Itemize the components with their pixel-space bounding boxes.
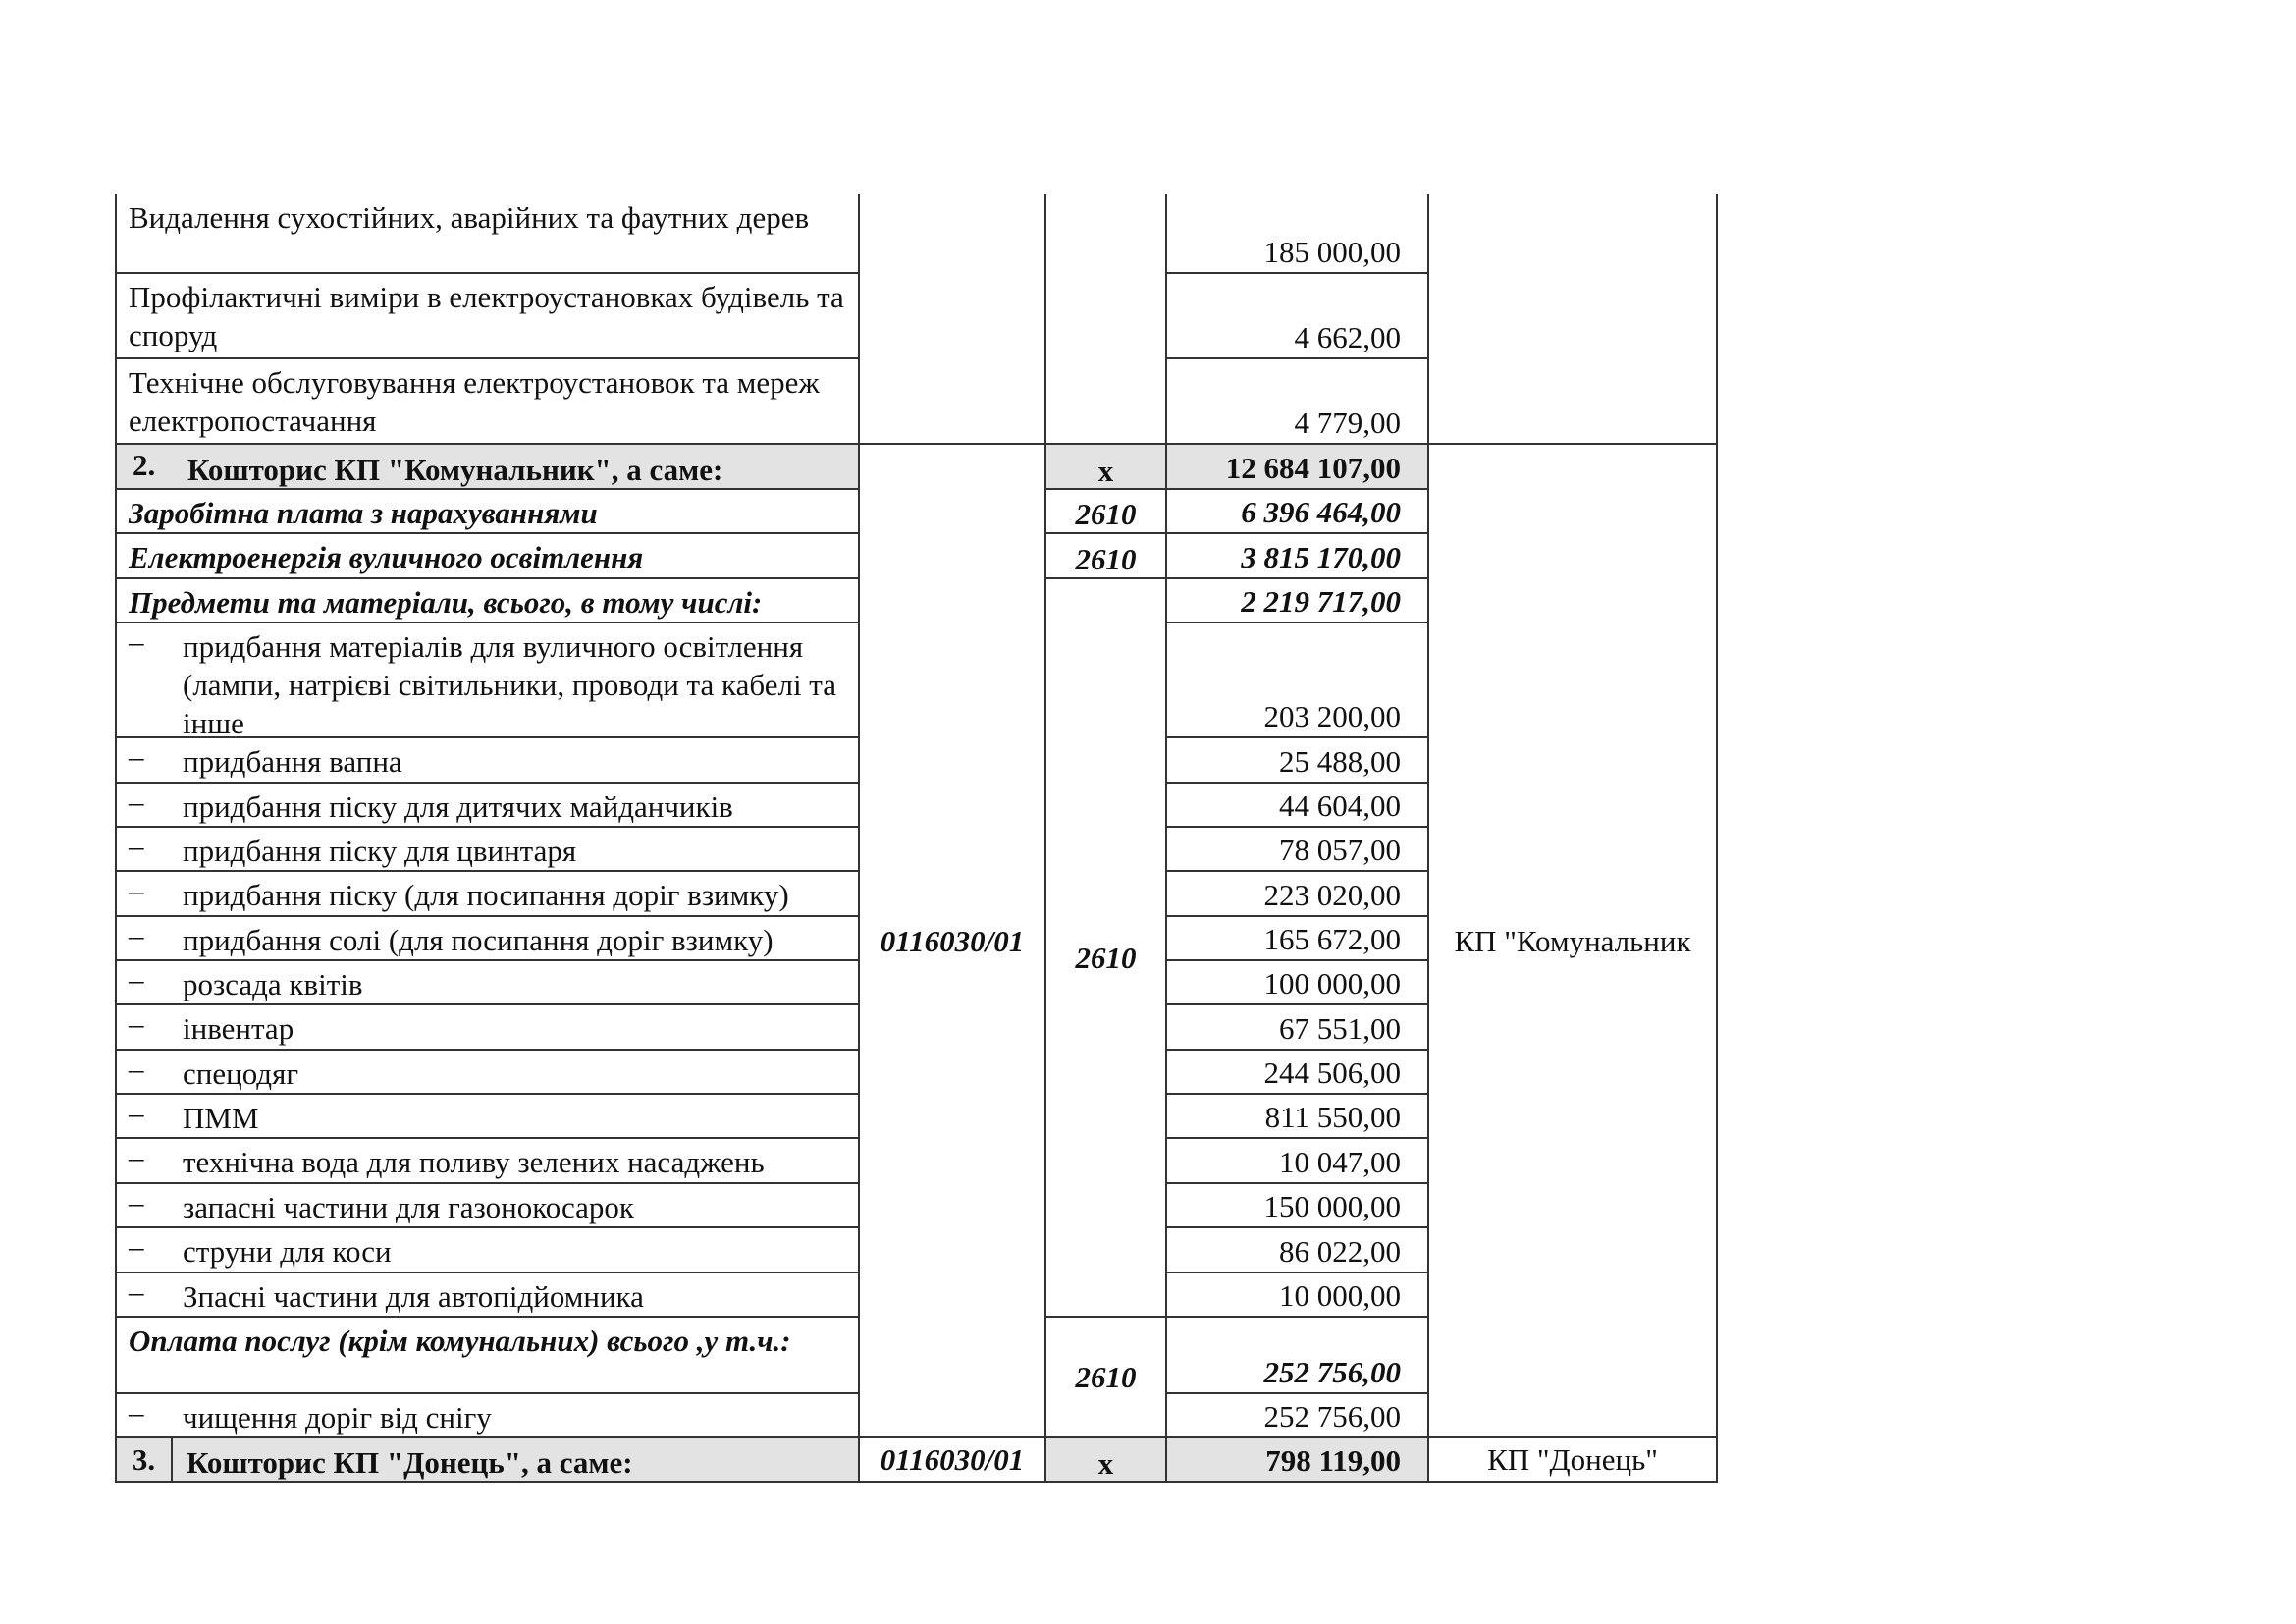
kekv-column-cell	[1044, 194, 1165, 443]
list-item-amount: 150 000,00	[1263, 1189, 1401, 1223]
kekv-code: 2610	[1075, 940, 1137, 975]
list-item-text: придбання вапна	[183, 744, 402, 779]
list-item-text: придбання солі (для посипання доріг взимку)	[183, 923, 774, 957]
list-item-amount-cell	[1165, 1272, 1427, 1316]
dash-bullet: –	[129, 739, 144, 774]
list-item-text: технічна вода для поливу зелених насаджень	[183, 1145, 765, 1179]
section-2-header-cell	[115, 443, 858, 488]
dash-bullet: –	[129, 1274, 144, 1309]
list-item-text: запасні частини для газонокосарок	[183, 1190, 634, 1224]
list-item-amount-cell	[1165, 622, 1427, 736]
executor-column-cell	[1427, 194, 1716, 443]
table-bottom-border	[115, 1481, 1718, 1483]
list-item-amount: 10 047,00	[1279, 1145, 1401, 1179]
list-item	[115, 1049, 858, 1093]
list-item-amount-cell	[1165, 959, 1427, 1003]
electricity-row-kekv-cell	[1044, 532, 1165, 577]
list-item-amount-cell	[1165, 1182, 1427, 1226]
materials-row-amount: 2 219 717,00	[1241, 584, 1401, 619]
list-item-amount: 44 604,00	[1279, 788, 1401, 823]
item-description-cell	[115, 272, 858, 357]
list-item	[115, 1093, 858, 1137]
service-item-amount-cell	[1165, 1392, 1427, 1436]
section-3-amount-cell	[1165, 1436, 1427, 1481]
section-amount: 12 684 107,00	[1225, 451, 1401, 485]
dash-bullet: –	[129, 918, 144, 952]
dash-bullet: –	[129, 1140, 144, 1174]
dash-bullet: –	[129, 873, 144, 907]
salary-row-label: Заробітна плата з нарахуваннями	[129, 496, 598, 530]
list-item-amount: 811 550,00	[1264, 1100, 1401, 1134]
section-title: Кошторис КП "Донець", а саме:	[187, 1445, 633, 1480]
list-item-amount: 25 488,00	[1279, 744, 1401, 779]
dash-bullet: –	[129, 1229, 144, 1264]
materials-row-label: Предмети та матеріали, всього, в тому числі:	[129, 585, 763, 620]
list-item-amount-cell	[1165, 1049, 1427, 1093]
list-item-amount: 86 022,00	[1279, 1234, 1401, 1269]
list-item-amount: 78 057,00	[1279, 833, 1401, 867]
list-item-amount: 100 000,00	[1263, 966, 1401, 1001]
salary-row-kekv: 2610	[1075, 497, 1137, 531]
section-3-title-cell	[171, 1436, 858, 1481]
services-row-label: Оплата послуг (крім комунальних) всього ,у т.ч.:	[129, 1324, 791, 1358]
list-item-text: спецодяг	[183, 1056, 299, 1091]
dash-bullet: –	[129, 624, 144, 659]
electricity-row-kekv: 2610	[1075, 541, 1137, 576]
list-item-text: придбання піску для дитячих майданчиків	[183, 789, 733, 824]
service-item-text: чищення доріг від снігу	[183, 1400, 492, 1435]
list-item-amount: 223 020,00	[1263, 878, 1401, 912]
list-item-amount-cell	[1165, 782, 1427, 826]
salary-row-amount-cell	[1165, 488, 1427, 532]
list-item	[115, 736, 858, 782]
list-item-amount: 165 672,00	[1263, 922, 1401, 956]
electricity-row-label-cell	[115, 532, 858, 577]
section-2-kekv-group-cell	[1044, 577, 1165, 1316]
list-item	[115, 1272, 858, 1316]
list-item-text: інвентар	[183, 1011, 294, 1046]
item-description: Профілактичні виміри в електроустановках будівель та споруд	[129, 280, 844, 352]
list-item-amount-cell	[1165, 1226, 1427, 1272]
list-item	[115, 1182, 858, 1226]
list-item-amount-cell	[1165, 870, 1427, 915]
section-kekv: х	[1097, 453, 1114, 488]
item-amount: 4 662,00	[1294, 320, 1401, 354]
salary-row-label-cell	[115, 488, 858, 532]
section-2-amount-cell	[1165, 443, 1427, 488]
list-item-amount-cell	[1165, 826, 1427, 870]
list-item-amount: 67 551,00	[1279, 1011, 1401, 1046]
section-number: 3.	[132, 1442, 156, 1477]
list-item-amount-cell	[1165, 736, 1427, 782]
program-code: 0116030/01	[880, 923, 1025, 958]
item-description: Технічне обслуговування електроустановок та мереж електропостачання	[129, 365, 820, 438]
list-item-amount: 10 000,00	[1279, 1278, 1401, 1313]
list-item	[115, 1137, 858, 1182]
service-item-amount: 252 756,00	[1263, 1399, 1401, 1434]
executor-name: КП "Комунальник	[1454, 923, 1691, 958]
item-amount: 4 779,00	[1294, 406, 1401, 440]
section-kekv: х	[1097, 1446, 1114, 1481]
dash-bullet: –	[129, 829, 144, 863]
services-row-amount: 252 756,00	[1263, 1355, 1401, 1389]
list-item	[115, 959, 858, 1003]
dash-bullet: –	[129, 1185, 144, 1219]
list-item-text: придбання піску (для посипання доріг взимку)	[183, 878, 789, 912]
list-item-amount-cell	[1165, 1137, 1427, 1182]
list-item-text: придбання матеріалів для вуличного освітлення (лампи, натрієві світильники, проводи та кабелі та інше	[183, 629, 836, 740]
services-row-amount-cell	[1165, 1316, 1427, 1392]
list-item	[115, 1226, 858, 1272]
list-item	[115, 782, 858, 826]
item-amount-cell	[1165, 194, 1427, 272]
list-item-amount-cell	[1165, 1003, 1427, 1049]
list-item-amount: 244 506,00	[1263, 1056, 1401, 1090]
section-3-number-cell	[115, 1436, 171, 1481]
salary-row-amount: 6 396 464,00	[1241, 495, 1401, 529]
dash-bullet: –	[129, 785, 144, 819]
list-item-text: струни для коси	[183, 1234, 392, 1269]
section-3-kekv-cell	[1044, 1436, 1165, 1481]
dash-bullet: –	[129, 1006, 144, 1041]
materials-row-amount-cell	[1165, 577, 1427, 622]
services-kekv: 2610	[1075, 1360, 1137, 1394]
list-item-text: розсада квітів	[183, 967, 363, 1001]
list-item-text: придбання піску для цвинтаря	[183, 834, 577, 868]
services-kekv-cell	[1044, 1316, 1165, 1436]
electricity-row-amount-cell	[1165, 532, 1427, 577]
list-item	[115, 826, 858, 870]
electricity-row-label: Електроенергія вуличного освітлення	[129, 540, 644, 574]
list-item	[115, 622, 858, 740]
dash-bullet: –	[129, 1096, 144, 1130]
section-amount: 798 119,00	[1265, 1443, 1401, 1478]
section-title: Кошторис КП "Комунальник", а саме:	[187, 453, 723, 487]
dash-bullet: –	[129, 1395, 144, 1430]
section-3-executor-cell	[1427, 1436, 1716, 1481]
list-item	[115, 915, 858, 959]
code-column-cell	[858, 194, 1044, 443]
item-amount: 185 000,00	[1263, 235, 1401, 269]
salary-row-kekv-cell	[1044, 488, 1165, 532]
list-item-text: ПММ	[183, 1101, 259, 1135]
list-item	[115, 1003, 858, 1049]
item-amount-cell	[1165, 357, 1427, 443]
list-item-amount: 203 200,00	[1263, 699, 1401, 733]
list-item-amount-cell	[1165, 1093, 1427, 1137]
section-2-code-cell	[858, 443, 1044, 1436]
item-description-cell	[115, 194, 858, 272]
list-item	[115, 870, 858, 915]
table-right-border	[1716, 194, 1718, 1483]
executor-name: КП "Донець"	[1487, 1442, 1658, 1477]
services-row-label-cell	[115, 1316, 858, 1392]
electricity-row-amount: 3 815 170,00	[1241, 540, 1401, 574]
dash-bullet: –	[129, 962, 144, 997]
dash-bullet: –	[129, 1052, 144, 1086]
section-2-kekv-cell	[1044, 443, 1165, 488]
list-item-text: Зпасні частини для автопідйомника	[183, 1279, 644, 1314]
section-number: 2.	[133, 448, 156, 482]
section-2-executor-cell	[1427, 443, 1716, 1436]
list-item-amount-cell	[1165, 915, 1427, 959]
item-description: Видалення сухостійних, аварійних та фаутних дерев	[129, 200, 810, 235]
service-item	[115, 1392, 858, 1436]
program-code: 0116030/01	[880, 1442, 1025, 1477]
item-amount-cell	[1165, 272, 1427, 357]
materials-row-label-cell	[115, 577, 858, 622]
item-description-cell	[115, 357, 858, 443]
section-3-code-cell	[858, 1436, 1044, 1481]
